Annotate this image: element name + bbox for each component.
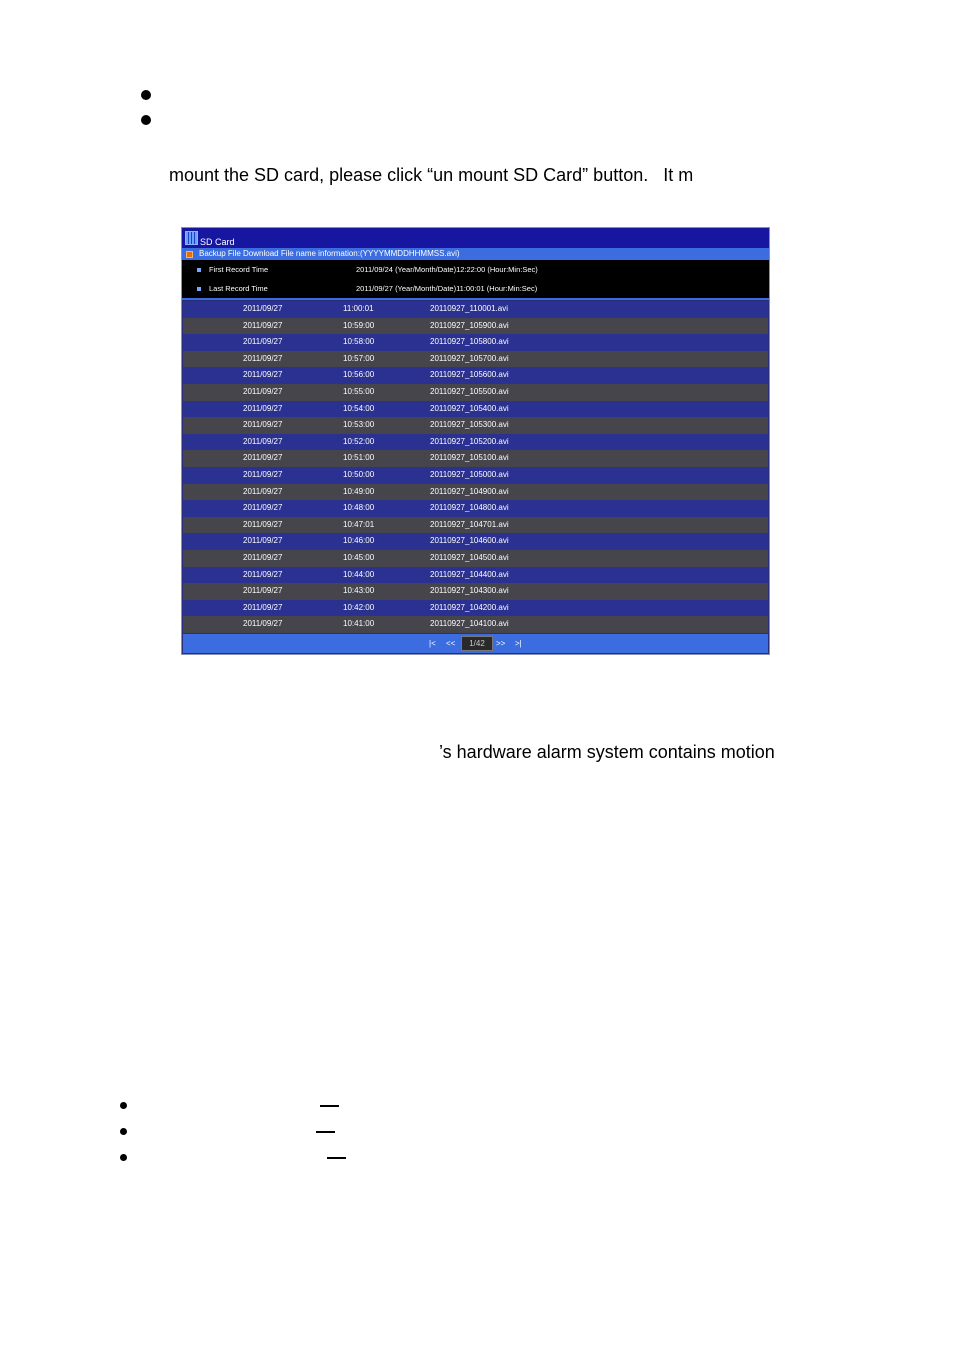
file-row[interactable] (183, 484, 768, 501)
file-row[interactable] (183, 616, 768, 633)
pager (183, 634, 768, 653)
file-time: 10:41:00 (343, 619, 375, 629)
file-row[interactable] (183, 318, 768, 335)
sd-card-icon (185, 231, 198, 245)
file-link[interactable]: 20110927_104400.avi (430, 569, 509, 579)
file-link[interactable]: 20110927_104600.avi (430, 536, 509, 546)
file-date: 2011/09/27 (243, 453, 283, 463)
file-time: 10:59:00 (343, 320, 375, 330)
file-date: 2011/09/27 (243, 619, 283, 629)
sd-card-titlebar (182, 228, 769, 248)
file-row[interactable] (183, 301, 768, 318)
file-time: 10:44:00 (343, 569, 375, 579)
file-time: 10:48:00 (343, 503, 375, 513)
file-row[interactable] (183, 583, 768, 600)
first-record-row (182, 262, 769, 278)
last-page-button[interactable]: >| (515, 639, 522, 648)
file-date: 2011/09/27 (243, 486, 283, 496)
file-time: 10:46:00 (343, 536, 375, 546)
file-row[interactable] (183, 384, 768, 401)
file-row[interactable] (183, 351, 768, 368)
file-link[interactable]: 20110927_105500.avi (430, 386, 509, 396)
file-date: 2011/09/27 (243, 536, 283, 546)
file-row[interactable] (183, 550, 768, 567)
file-row[interactable] (183, 567, 768, 584)
file-date: 2011/09/27 (243, 469, 283, 479)
file-row[interactable] (183, 367, 768, 384)
bullet-5 (120, 1154, 127, 1161)
file-date: 2011/09/27 (243, 503, 283, 513)
file-date: 2011/09/27 (243, 586, 283, 596)
file-date: 2011/09/27 (243, 304, 283, 313)
next-page-button[interactable]: >> (496, 639, 506, 648)
file-link[interactable]: 20110927_105400.avi (430, 403, 509, 413)
info-icon (186, 251, 193, 258)
file-time: 11:00:01 (343, 304, 374, 313)
intro-text: mount the SD card, please click “un mount SD Card” button. It m (169, 165, 694, 185)
file-row[interactable] (183, 517, 768, 534)
file-time: 10:57:00 (343, 353, 375, 363)
file-link[interactable]: 20110927_105700.avi (430, 353, 509, 363)
prev-page-button[interactable]: << (446, 639, 456, 648)
file-link[interactable]: 20110927_105200.avi (430, 436, 509, 446)
file-time: 10:51:00 (343, 453, 375, 463)
last-record-value: 2011/09/27 (Year/Month/Date)11:00:01 (Hour:Min:Sec) (356, 284, 538, 293)
file-time: 10:47:01 (343, 519, 375, 529)
file-date: 2011/09/27 (243, 552, 283, 562)
bullet-1 (141, 90, 151, 100)
file-link[interactable]: 20110927_104800.avi (430, 503, 509, 513)
file-date: 2011/09/27 (243, 337, 283, 347)
last-record-label: Last Record Time (209, 284, 268, 293)
bullet-4 (120, 1128, 127, 1135)
square-bullet-icon (197, 287, 201, 291)
file-row[interactable] (183, 417, 768, 434)
file-row[interactable] (183, 434, 768, 451)
backup-info-text: Backup File Download File name information:(YYYYMMDDHHMMSS.avi) (199, 249, 460, 258)
file-row[interactable] (183, 334, 768, 351)
file-time: 10:42:00 (343, 602, 375, 612)
file-time: 10:53:00 (343, 420, 375, 430)
dash-3 (327, 1157, 346, 1159)
file-row[interactable] (183, 467, 768, 484)
first-page-button[interactable]: |< (429, 639, 436, 648)
file-date: 2011/09/27 (243, 320, 283, 330)
file-date: 2011/09/27 (243, 519, 283, 529)
file-row[interactable] (183, 600, 768, 617)
first-record-label: First Record Time (209, 265, 269, 274)
file-link[interactable]: 20110927_105100.avi (430, 453, 509, 463)
sd-card-panel (181, 227, 770, 655)
file-time: 10:43:00 (343, 586, 375, 596)
file-time: 10:55:00 (343, 386, 375, 396)
file-date: 2011/09/27 (243, 370, 283, 380)
page-number-field[interactable]: 1/42 (461, 636, 493, 651)
file-time: 10:54:00 (343, 403, 375, 413)
dash-1 (320, 1105, 339, 1107)
file-date: 2011/09/27 (243, 436, 283, 446)
file-time: 10:58:00 (343, 337, 375, 347)
file-time: 10:56:00 (343, 370, 375, 380)
bullet-2 (141, 115, 151, 125)
file-link[interactable]: 20110927_104701.avi (430, 519, 509, 529)
file-link[interactable]: 20110927_105600.avi (430, 370, 509, 380)
file-link[interactable]: 20110927_105900.avi (430, 320, 509, 330)
file-link[interactable]: 20110927_105800.avi (430, 337, 509, 347)
file-row[interactable] (183, 450, 768, 467)
file-time: 10:45:00 (343, 552, 375, 562)
file-date: 2011/09/27 (243, 353, 283, 363)
file-link[interactable]: 20110927_104900.avi (430, 486, 509, 496)
sd-card-title: SD Card (200, 237, 235, 247)
record-time-section (182, 260, 769, 300)
file-date: 2011/09/27 (243, 569, 283, 579)
dash-2 (316, 1131, 335, 1133)
file-date: 2011/09/27 (243, 602, 283, 612)
file-link[interactable]: 20110927_104500.avi (430, 552, 509, 562)
file-link[interactable]: 20110927_104200.avi (430, 602, 509, 612)
file-row[interactable] (183, 500, 768, 517)
file-date: 2011/09/27 (243, 386, 283, 396)
file-row[interactable] (183, 401, 768, 418)
file-link[interactable]: 20110927_110001.avi (430, 304, 508, 313)
file-link[interactable]: 20110927_105000.avi (430, 469, 509, 479)
file-link[interactable]: 20110927_104100.avi (430, 619, 509, 629)
file-time: 10:50:00 (343, 469, 375, 479)
first-record-value: 2011/09/24 (Year/Month/Date)12:22:00 (Hour:Min:Sec) (356, 265, 538, 274)
file-row[interactable] (183, 533, 768, 550)
file-date: 2011/09/27 (243, 403, 283, 413)
bullet-3 (120, 1102, 127, 1109)
file-list (183, 301, 768, 633)
file-link[interactable]: 20110927_104300.avi (430, 586, 509, 596)
file-date: 2011/09/27 (243, 420, 283, 430)
file-time: 10:49:00 (343, 486, 375, 496)
alarm-text: ’s hardware alarm system contains motion (439, 742, 775, 762)
file-link[interactable]: 20110927_105300.avi (430, 420, 509, 430)
backup-info-bar (182, 248, 769, 260)
last-record-row (182, 281, 769, 297)
square-bullet-icon (197, 268, 201, 272)
file-time: 10:52:00 (343, 436, 375, 446)
